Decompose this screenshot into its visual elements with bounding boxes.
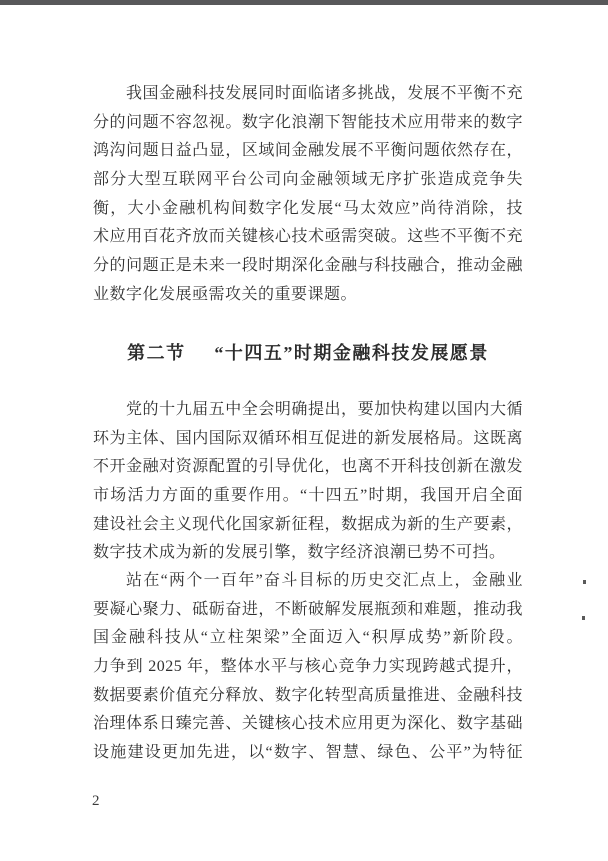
text-line: 数字技术成为新的发展引擎，数字经济浪潮已势不可挡。 [93, 544, 506, 562]
text-line: 设施建设更加先进，以“数字、智慧、绿色、公平”为特征 [93, 744, 523, 762]
text-line: 治理体系日臻完善、关键核心技术应用更为深化、数字基础 [93, 715, 523, 733]
text-line: 鸿沟问题日益凸显，区域间金融发展不平衡问题依然存在， [93, 142, 523, 160]
text-line: 数据要素价值充分释放、数字化转型高质量推进、金融科技 [93, 686, 523, 704]
text-line: 术应用百花齐放而关键核心技术亟需突破。这些不平衡不充 [93, 228, 523, 246]
text-line: 市场活力方面的重要作用。“十四五”时期，我国开启全面 [93, 487, 523, 505]
page-number: 2 [92, 793, 100, 809]
scan-top-border-bar [0, 0, 608, 5]
scan-speck [582, 616, 585, 620]
text-line: 部分大型互联网平台公司向金融领域无序扩张造成竞争失 [93, 171, 523, 189]
scan-speck [583, 580, 586, 584]
section-number: 第二节 [127, 343, 186, 363]
paragraph-1 [93, 80, 523, 310]
text-line: 党的十九届五中全会明确提出，要加快构建以国内大循 [126, 401, 523, 418]
paragraph-2 [93, 396, 523, 568]
section-title: “十四五”时期金融科技发展愿景 [214, 343, 489, 363]
section-heading [93, 339, 523, 368]
text-line: 衡，大小金融机构间数字化发展“马太效应”尚待消除，技 [93, 199, 523, 217]
text-line: 建设社会主义现代化国家新征程，数据成为新的生产要素， [93, 515, 523, 533]
text-line: 要凝心聚力、砥砺奋进，不断破解发展瓶颈和难题，推动我 [93, 600, 523, 618]
text-line: 力争到 2025 年，整体水平与核心竞争力实现跨越式提升， [93, 658, 523, 676]
text-line: 分的问题不容忽视。数字化浪潮下智能技术应用带来的数字 [93, 113, 523, 131]
text-line: 我国金融科技发展同时面临诸多挑战，发展不平衡不充 [126, 85, 523, 102]
text-line: 业数字化发展亟需攻关的重要课题。 [93, 285, 358, 303]
text-line: 不开金融对资源配置的引导优化，也离不开科技创新在激发 [93, 458, 523, 476]
text-line: 分的问题正是未来一段时期深化金融与科技融合，推动金融 [93, 257, 523, 275]
text-line: 环为主体、国内国际双循环相互促进的新发展格局。这既离 [93, 429, 523, 447]
text-line: 国金融科技从“立柱架梁”全面迈入“积厚成势”新阶段。 [93, 629, 523, 647]
paragraph-3 [93, 567, 523, 768]
text-line: 站在“两个一百年”奋斗目标的历史交汇点上，金融业 [126, 572, 523, 589]
